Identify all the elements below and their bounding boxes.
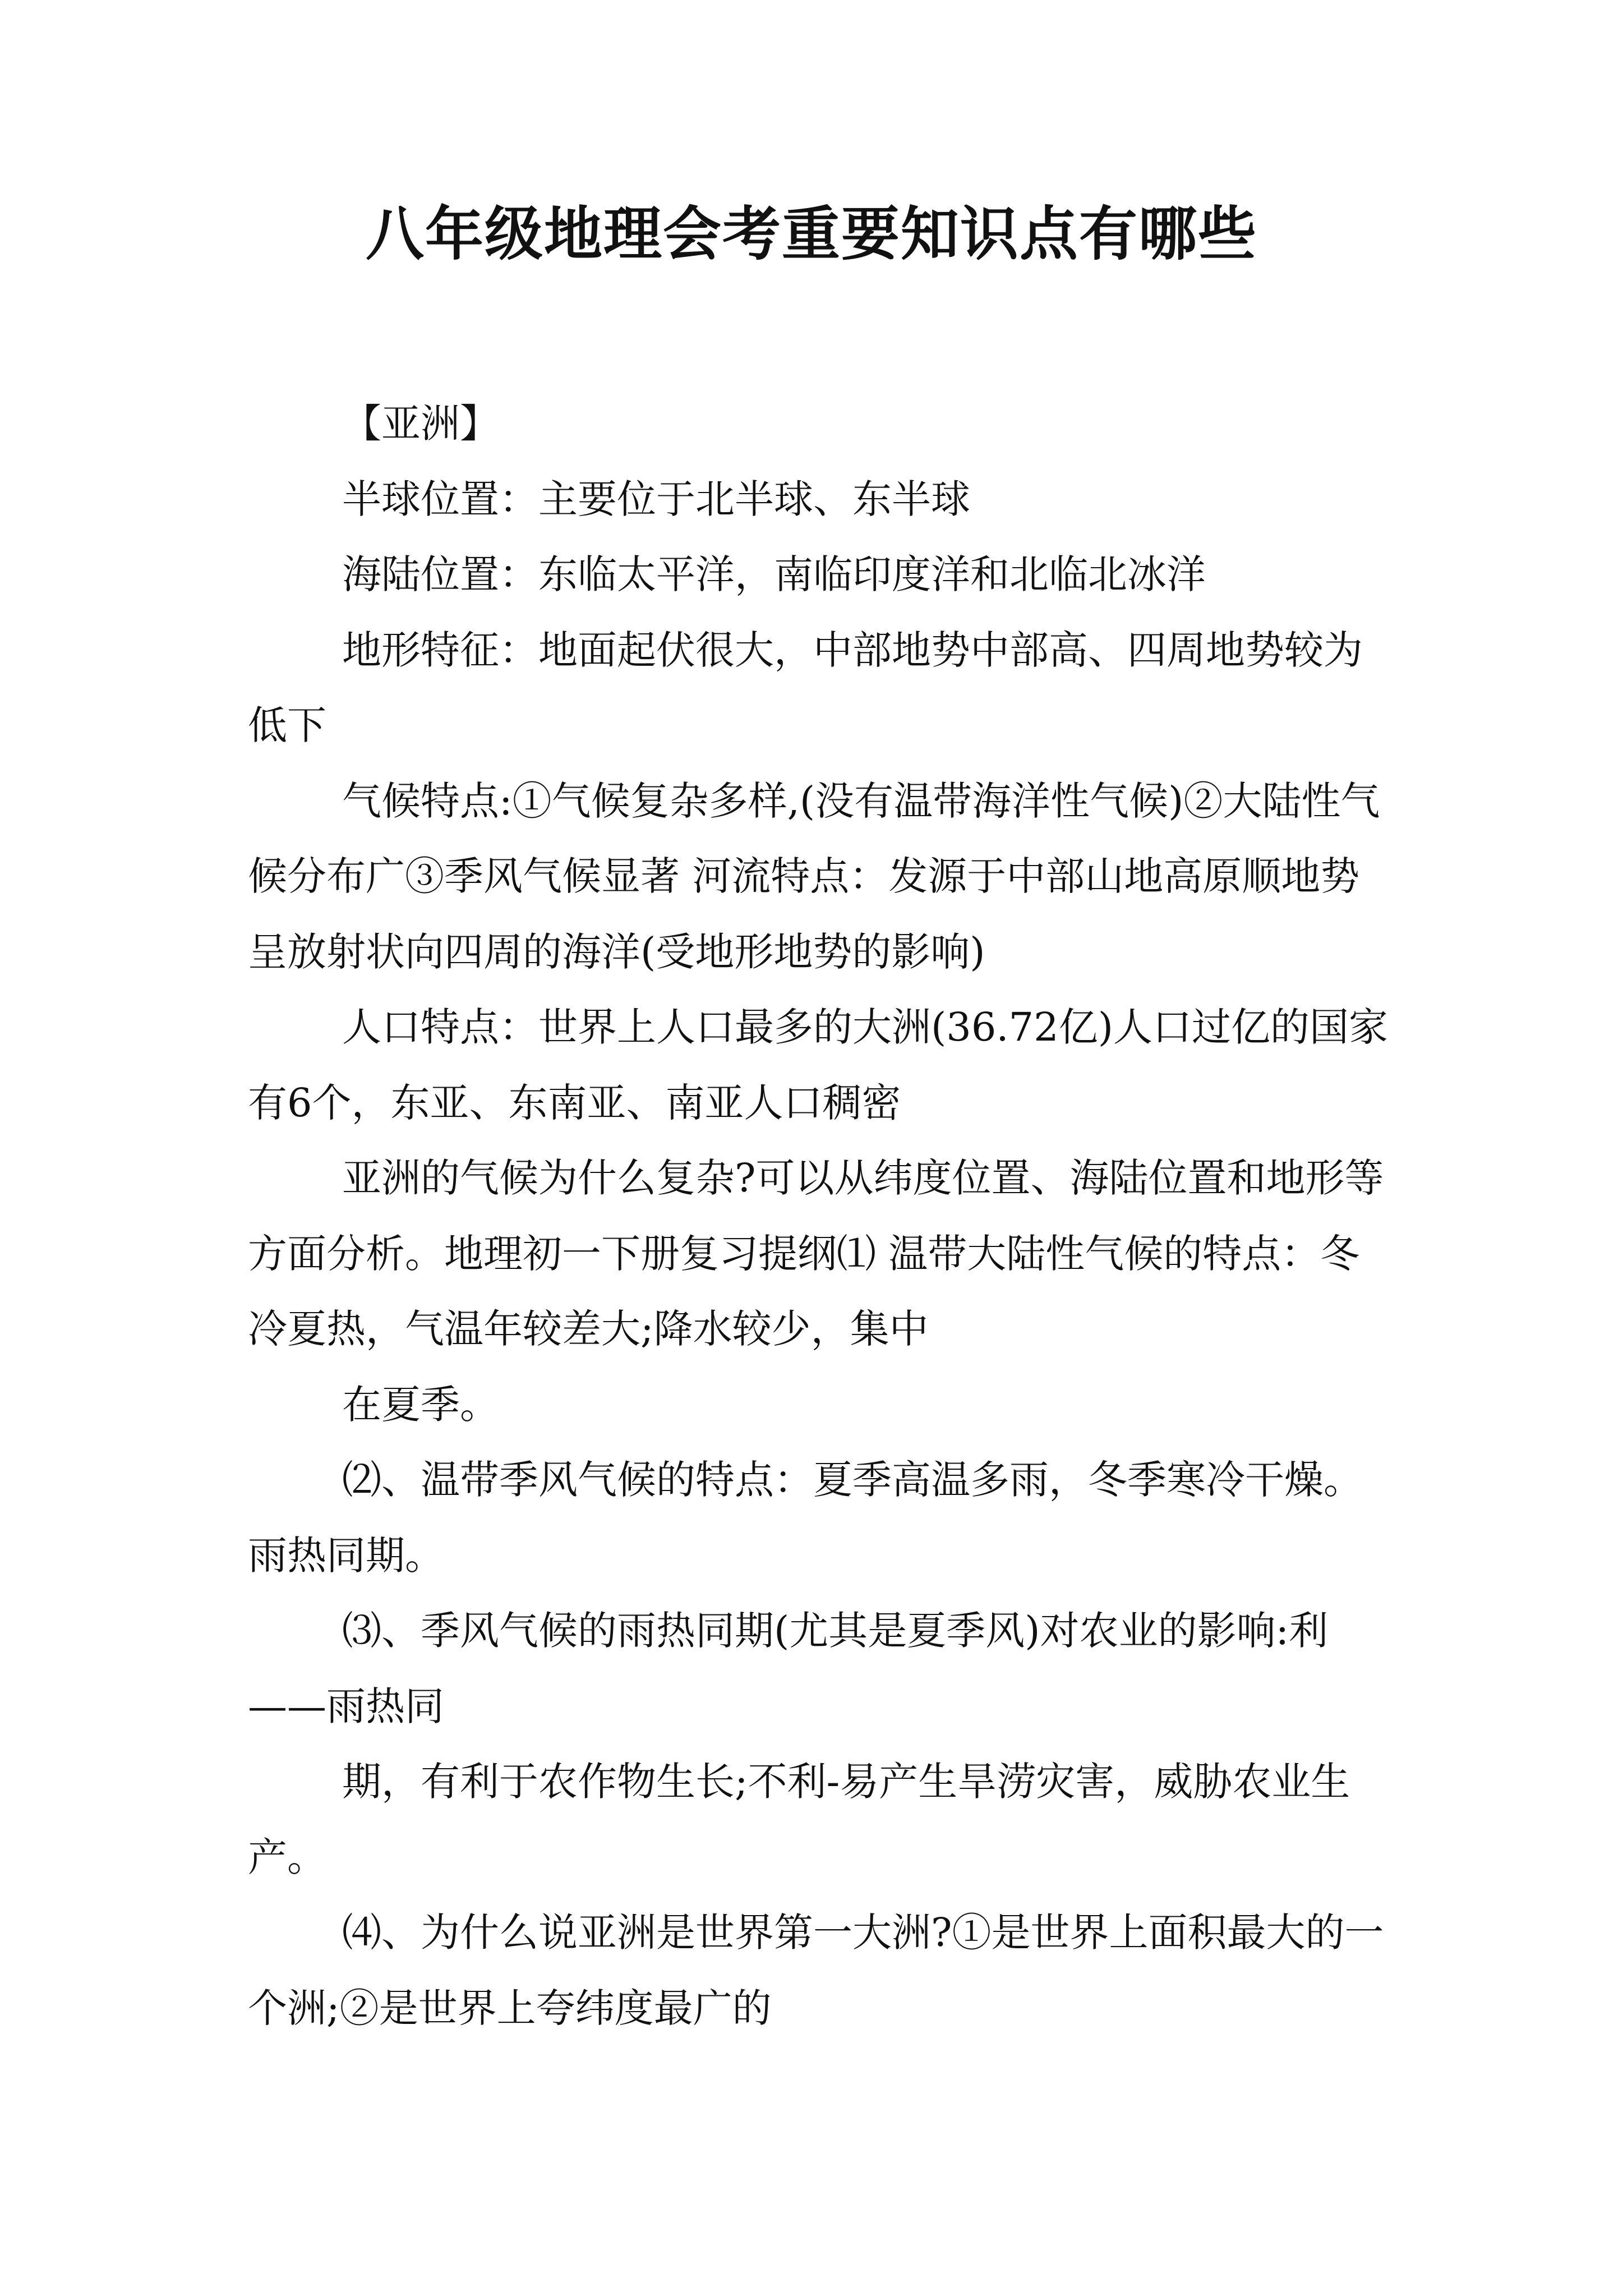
paragraph-temperate-monsoon: ⑵、温带季风气候的特点：夏季高温多雨，冬季寒冷干燥。雨热同期。 xyxy=(248,1457,1363,1579)
paragraph-agriculture-effects: 期，有利于农作物生长;不利-易产生旱涝灾害，威胁农业生产。 xyxy=(248,1759,1350,1880)
section-heading-asia: 【亚洲】 xyxy=(342,401,499,447)
paragraph-largest-continent: ⑷、为什么说亚洲是世界第一大洲?①是世界上面积最大的一个洲;②是世界上夸纬度最广的 xyxy=(248,1910,1384,2031)
paragraph-population: 人口特点：世界上人口最多的大洲(36.72亿)人口过亿的国家有6个，东亚、东南亚、南亚人口稠密 xyxy=(248,1004,1389,1126)
paragraph-hemisphere-position: 半球位置：主要位于北半球、东半球 xyxy=(342,476,970,522)
paragraph-land-sea-position: 海陆位置：东临太平洋，南临印度洋和北临北冰洋 xyxy=(342,551,1206,597)
document-title: 八年级地理会考重要知识点有哪些 xyxy=(365,200,1257,268)
paragraph-monsoon-agriculture: ⑶、季风气候的雨热同期(尤其是夏季风)对农业的影响:利——雨热同 xyxy=(248,1608,1329,1729)
paragraph-terrain: 地形特征：地面起伏很大，中部地势中部高、四周地势较为低下 xyxy=(248,627,1363,748)
paragraph-summer: 在夏季。 xyxy=(342,1381,499,1428)
paragraph-climate-rivers: 气候特点:①气候复杂多样,(没有温带海洋性气候)②大陆性气候分布广③季风气候显著 河流特点：发源于中部山地高原顺地势呈放射状向四周的海洋(受地形地势的影响) xyxy=(248,777,1380,975)
document-body xyxy=(248,386,1389,2046)
paragraph-climate-analysis: 亚洲的气候为什么复杂?可以从纬度位置、海陆位置和地形等方面分析。地理初一下册复习提纲⑴ 温带大陆性气候的特点：冬冷夏热，气温年较差大;降水较少，集中 xyxy=(248,1155,1384,1352)
